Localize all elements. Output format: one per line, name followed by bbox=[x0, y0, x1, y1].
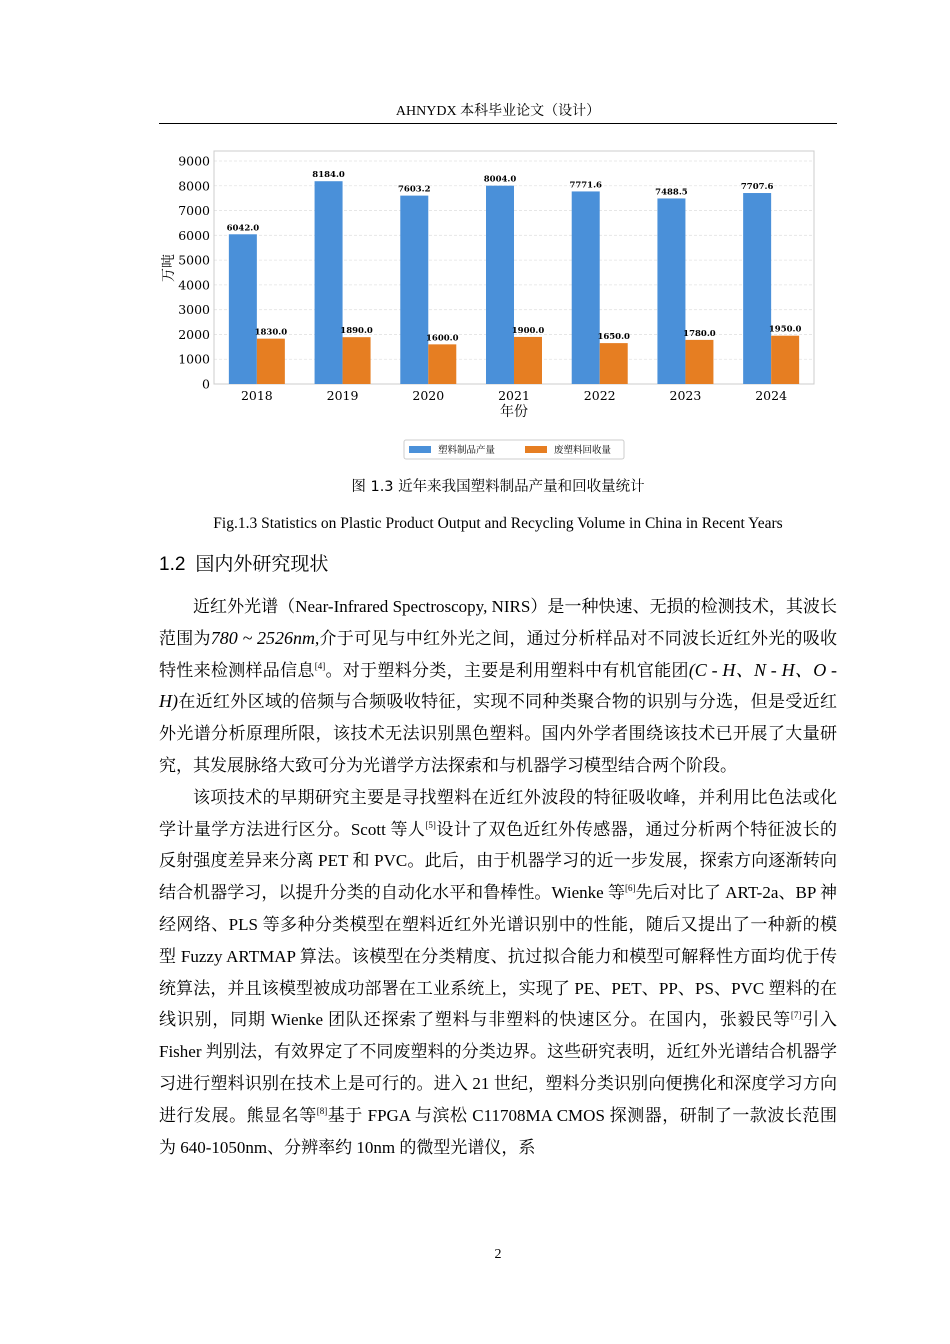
y-tick-label: 7000 bbox=[178, 203, 210, 219]
data-label: 1830.0 bbox=[254, 327, 288, 338]
x-tick-label: 2018 bbox=[240, 388, 273, 403]
data-label: 8184.0 bbox=[312, 170, 345, 181]
y-tick-label: 1000 bbox=[178, 351, 210, 367]
wavelength-formula: 780 ~ 2526nm bbox=[210, 627, 316, 648]
text-run: 基于 FPGA 与滨松 C11708MA CMOS 探测器，研制了一款波长范围为 640-1050nm、分辨率约 10nm 的微型光谱仪，系 bbox=[159, 1105, 838, 1157]
y-tick-label: 0 bbox=[202, 376, 210, 392]
text-run: 。对于塑料分类，主要是利用塑料中有机官能团 bbox=[325, 660, 689, 680]
citation: [6] bbox=[625, 883, 636, 894]
citation: [7] bbox=[790, 1010, 802, 1021]
data-label: 7488.5 bbox=[655, 187, 688, 198]
legend-swatch-production bbox=[409, 446, 431, 453]
bar-recycling bbox=[257, 339, 285, 384]
section-number: 1.2 bbox=[159, 554, 186, 575]
section-heading bbox=[159, 551, 328, 578]
bar-production bbox=[400, 196, 428, 384]
data-label: 6042.0 bbox=[226, 223, 260, 234]
text-run: 先后对比了 ART-2a、BP 神经网络、PLS 等多种分类模型在塑料近红外光谱识别中的性能，随后又提出了一种新的模型 Fuzzy ARTMAP 算法。该模型在分类精度、抗过拟合能力和模型可解释性方面均优于传统算法，并且该模型被成功部署在工业系统上，实现了 PE、PET、PP、PS、PVC 塑料的在线识别，同期 Wienke 团队还探索了塑料与非塑料的快速区分。在国内，张毅民等 bbox=[159, 883, 837, 1030]
data-label: 1650.0 bbox=[597, 332, 630, 343]
data-label: 1600.0 bbox=[426, 333, 459, 344]
citation: [4] bbox=[314, 660, 326, 671]
paragraph bbox=[159, 782, 837, 1164]
x-tick-label: 2024 bbox=[755, 388, 788, 403]
bar-recycling bbox=[771, 336, 799, 384]
bar-production bbox=[486, 186, 514, 384]
text-run: 该项技术的早期研究主要是寻找塑料在近红外波段的特征吸收峰，并利用比色法或化学计量学方法进行区分。Scott 等人 bbox=[159, 787, 837, 839]
data-label: 7603.2 bbox=[398, 184, 431, 195]
data-label: 1890.0 bbox=[340, 326, 373, 337]
x-tick-label: 2021 bbox=[498, 388, 530, 403]
y-tick-label: 8000 bbox=[178, 178, 210, 194]
header-rule bbox=[159, 123, 837, 124]
citation: [8] bbox=[316, 1105, 328, 1116]
bar-production bbox=[743, 193, 771, 384]
y-tick-label: 5000 bbox=[178, 252, 210, 268]
page-header: AHNYDX 本科毕业论文（设计） bbox=[395, 104, 601, 119]
bar-production bbox=[572, 191, 600, 384]
bar-recycling bbox=[685, 340, 713, 384]
legend-swatch-recycling bbox=[525, 446, 547, 453]
text-run: 引入 Fisher 判别法，有效界定了不同废塑料的分类边界。这些研究表明，近红外光谱结合机器学习进行塑料识别在技术上是可行的。进入 21 世纪，塑料分类识别向便携化和深度学习方向进行发展。熊显名等 bbox=[159, 1010, 837, 1125]
bar-recycling bbox=[343, 337, 371, 384]
y-axis-label: 万吨 bbox=[161, 254, 177, 282]
bar-recycling bbox=[600, 343, 628, 384]
y-tick-label: 3000 bbox=[178, 302, 210, 318]
y-tick-label: 2000 bbox=[178, 326, 210, 342]
x-tick-label: 2022 bbox=[583, 388, 616, 403]
citation: [5] bbox=[425, 819, 436, 830]
x-tick-label: 2019 bbox=[326, 388, 359, 403]
bar-chart bbox=[159, 140, 837, 465]
text-run: 近红外光谱（Near-Infrared Spectroscopy, NIRS）是一种快速、无损的检测技术，其波长范围为 bbox=[159, 597, 837, 648]
section-title-text: 国内外研究现状 bbox=[195, 553, 329, 575]
text-run: 设计了双色近红外传感器，通过分析两个特征波长的反射强度差异来分离 PET 和 PVC。此后，由于机器学习的近一步发展，探索方向逐渐转向结合机器学习，以提升分类的自动化水平和鲁棒性。Wienke 等 bbox=[159, 819, 838, 903]
text-run: ,介于可见与中红外光之间，通过分析样品对不同波长近红外光的吸收特性来检测样品信息 bbox=[159, 628, 838, 680]
data-label: 1900.0 bbox=[511, 325, 545, 336]
data-label: 1950.0 bbox=[768, 324, 802, 335]
paragraph bbox=[159, 591, 837, 782]
y-tick-label: 4000 bbox=[178, 277, 210, 293]
y-tick-label: 9000 bbox=[178, 153, 210, 169]
y-tick-label: 6000 bbox=[178, 227, 210, 243]
figure-caption-cn: 图 1.3 近年来我国塑料制品产量和回收量统计 bbox=[351, 479, 645, 495]
data-label: 7771.6 bbox=[569, 180, 602, 191]
functional-group-formula: (C - H、N - H、O - H) bbox=[159, 659, 837, 712]
text-run: 在近红外区域的倍频与合频吸收特征，实现不同种类聚合物的识别与分选，但是受近红外光谱分析原理所限，该技术无法识别黑色塑料。国内外学者围绕该技术已开展了大量研究，其发展脉络大致可分为光谱学方法探索和与机器学习模型结合两个阶段。 bbox=[159, 692, 837, 775]
x-axis-label: 年份 bbox=[500, 404, 528, 420]
bar-production bbox=[657, 198, 685, 384]
bar-production bbox=[315, 181, 343, 384]
body-text bbox=[159, 591, 837, 1163]
bar-recycling bbox=[514, 337, 542, 384]
chart-legend bbox=[404, 440, 624, 459]
legend-label-recycling: 废塑料回收量 bbox=[554, 445, 612, 456]
legend-label-production: 塑料制品产量 bbox=[438, 445, 496, 456]
bar-production bbox=[229, 234, 257, 384]
data-label: 7707.6 bbox=[740, 182, 774, 193]
x-tick-label: 2023 bbox=[669, 388, 702, 403]
figure-caption-en: Fig.1.3 Statistics on Plastic Product Output and Recycling Volume in China in Recent Years bbox=[213, 515, 783, 532]
bar-recycling bbox=[428, 344, 456, 384]
data-label: 8004.0 bbox=[483, 174, 517, 185]
data-label: 1780.0 bbox=[683, 328, 716, 339]
x-tick-label: 2020 bbox=[412, 388, 445, 403]
page-number: 2 bbox=[494, 1247, 502, 1262]
